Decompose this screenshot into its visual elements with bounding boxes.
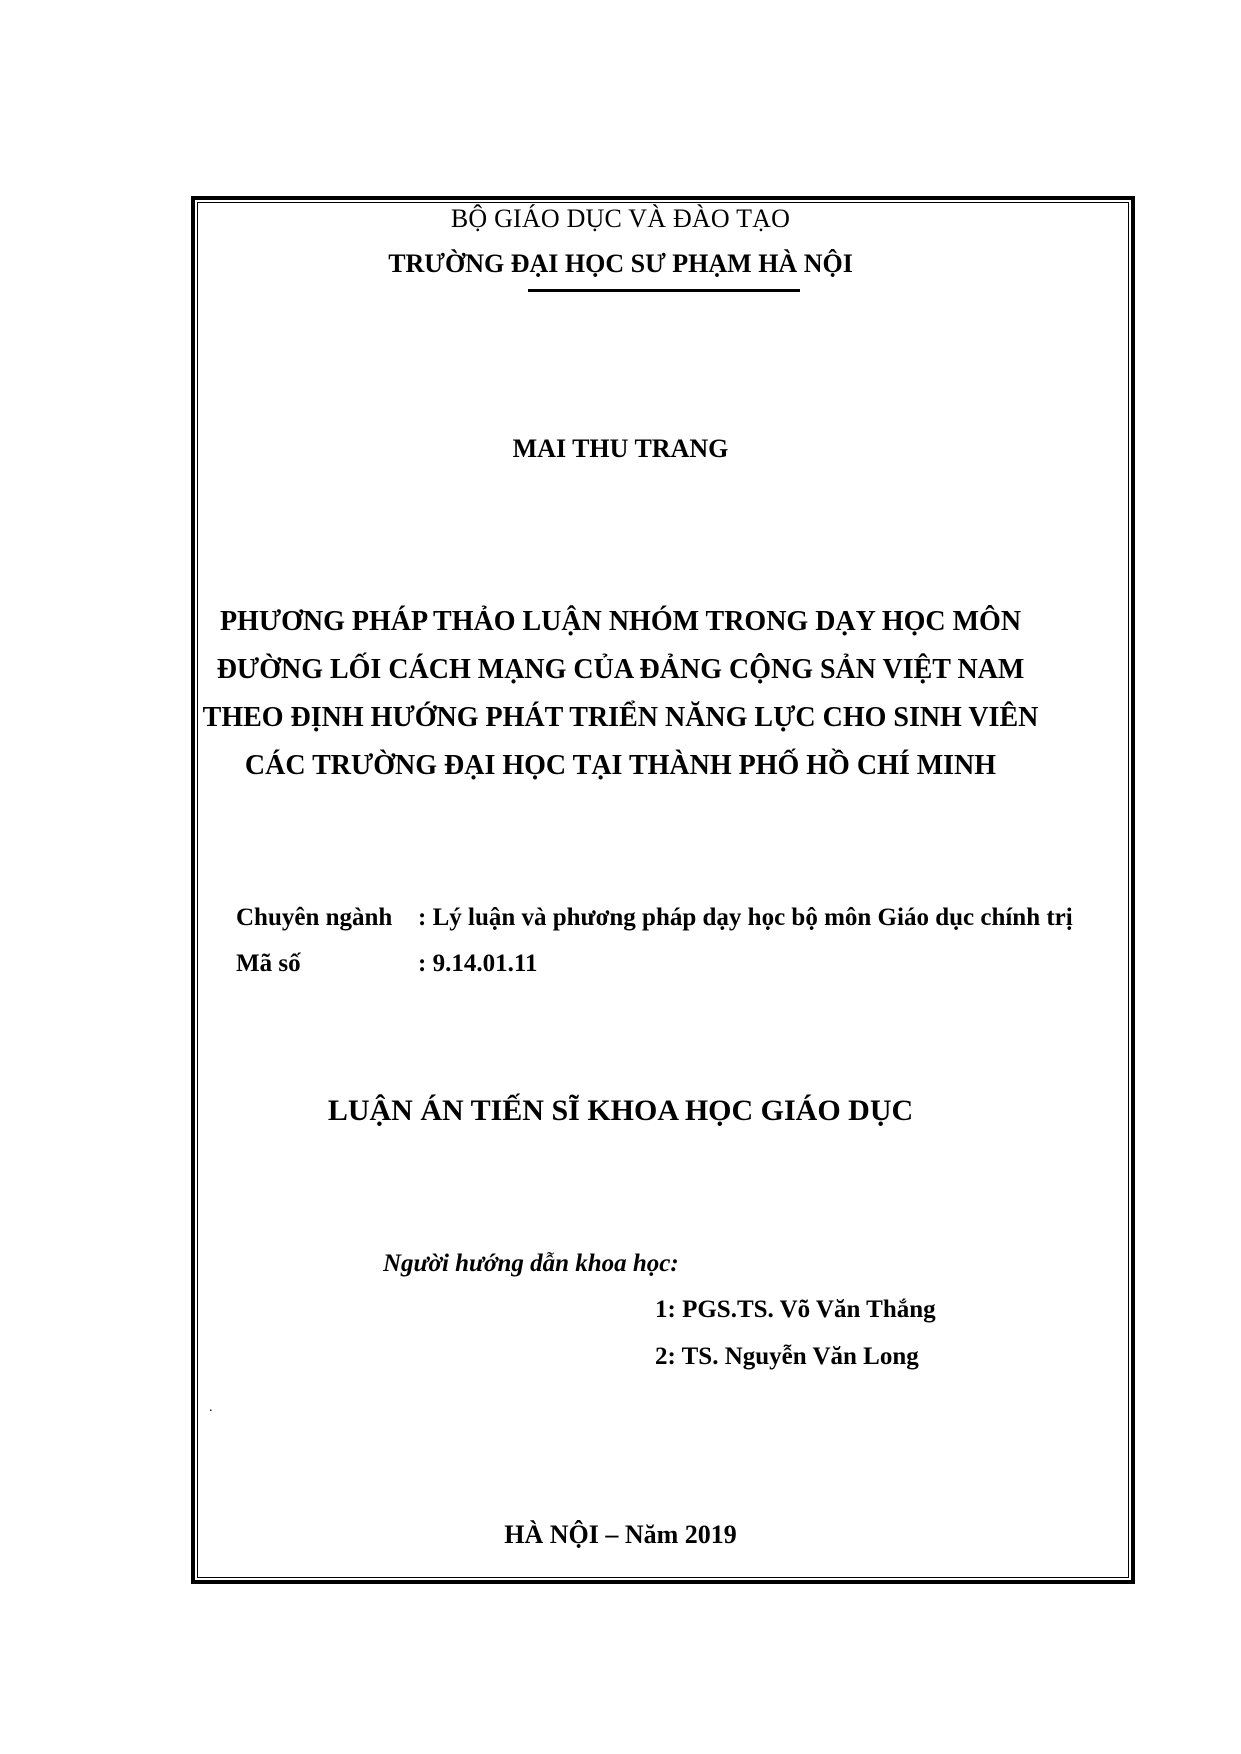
university-underline	[528, 289, 800, 292]
thesis-title-line: ĐƯỜNG LỐI CÁCH MẠNG CỦA ĐẢNG CỘNG SẢN VIỆT NAM	[216, 654, 1025, 685]
thesis-title-line: PHƯƠNG PHÁP THẢO LUẬN NHÓM TRONG DẠY HỌC MÔN	[219, 606, 1022, 637]
degree-title: LUẬN ÁN TIẾN SĨ KHOA HỌC GIÁO DỤC	[327, 1094, 914, 1127]
stray-dot: .	[209, 1400, 213, 1415]
thesis-title	[0, 598, 1241, 790]
author-name: MAI THU TRANG	[512, 434, 729, 463]
thesis-title-line: CÁC TRƯỜNG ĐẠI HỌC TẠI THÀNH PHỐ HỒ CHÍ MINH	[244, 750, 997, 781]
advisor-1: 1: PGS.TS. Võ Văn Thắng	[655, 1296, 936, 1323]
place-year: HÀ NỘI – Năm 2019	[504, 1520, 737, 1549]
page-border-inner	[197, 202, 1129, 1578]
university-name: TRƯỜNG ĐẠI HỌC SƯ PHẠM HÀ NỘI	[388, 249, 853, 278]
thesis-title-line: THEO ĐỊNH HƯỚNG PHÁT TRIỂN NĂNG LỰC CHO SINH VIÊN	[202, 702, 1039, 733]
advisor-2: 2: TS. Nguyễn Văn Long	[655, 1343, 919, 1370]
ministry-name: BỘ GIÁO DỤC VÀ ĐÀO TẠO	[450, 204, 791, 233]
code-value: : 9.14.01.11	[418, 950, 538, 977]
code-label: Mã số	[236, 950, 301, 977]
major-label: Chuyên ngành	[236, 904, 393, 931]
major-value: : Lý luận và phương pháp dạy học bộ môn Giáo dục chính trị	[418, 904, 1073, 931]
advisors-label: Người hướng dẫn khoa học:	[383, 1250, 679, 1277]
